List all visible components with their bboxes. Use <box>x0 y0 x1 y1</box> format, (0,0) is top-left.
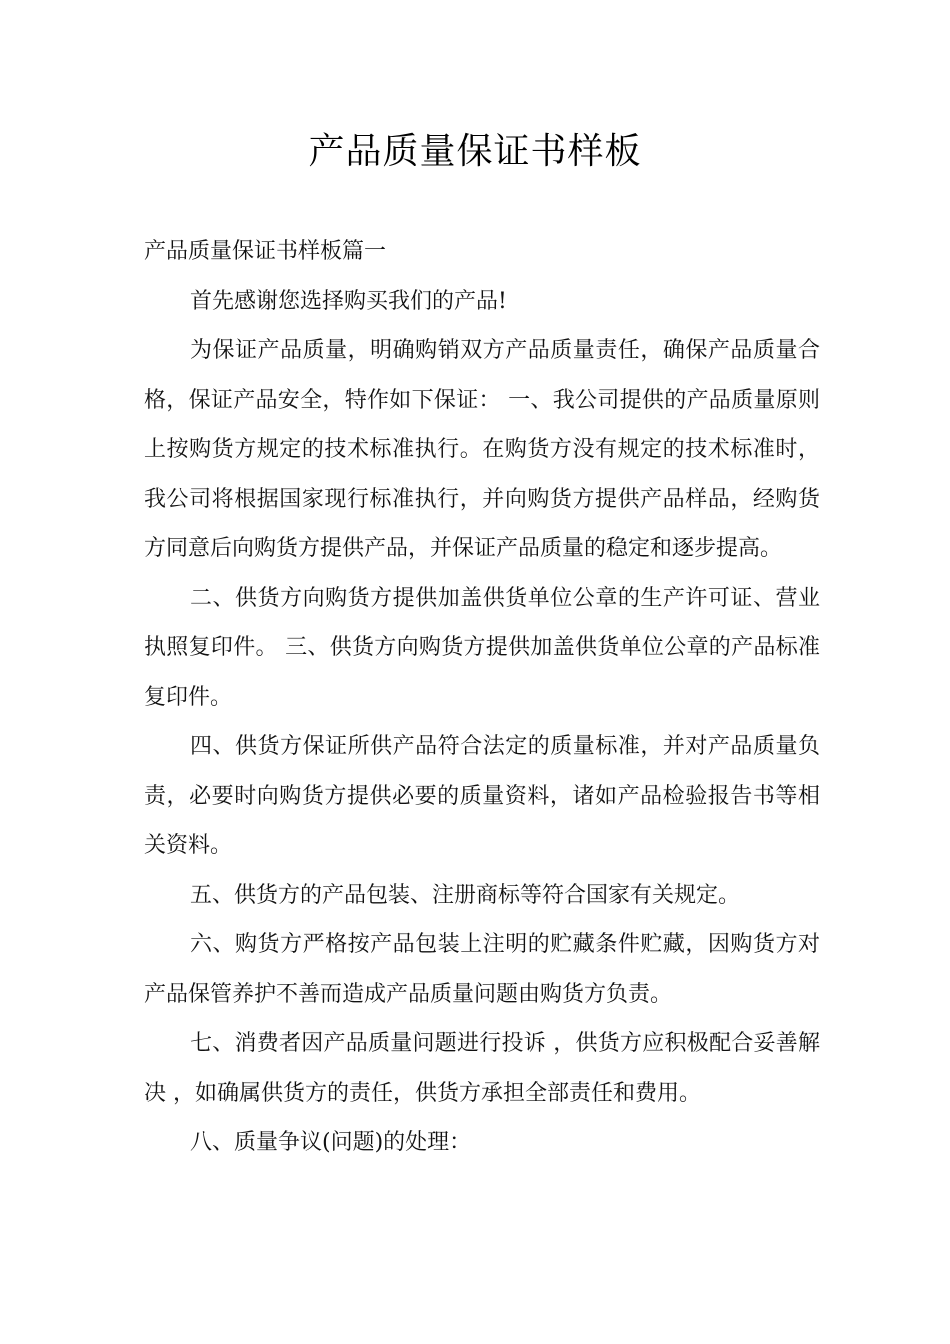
paragraph-clause-2-3: 二、供货方向购货方提供加盖供货单位公章的生产许可证、营业执照复印件。 三、供货方向购货方提供加盖供货单位公章的产品标准复印件。 <box>144 585 820 710</box>
document-title: 产品质量保证书样板 <box>308 131 642 172</box>
document-body <box>144 227 820 1168</box>
paragraph-thanks: 首先感谢您选择购买我们的产品! <box>190 288 507 314</box>
paragraph-clause-7: 七、消费者因产品质量问题进行投诉 ，供货方应积极配合妥善解决 ，如确属供货方的责任，供货方承担全部责任和费用。 <box>144 1031 820 1106</box>
paragraph-clause-6: 六、购货方严格按产品包装上注明的贮藏条件贮藏，因购货方对产品保管养护不善而造成产品质量问题由购货方负责。 <box>144 932 820 1007</box>
paragraph-clause-4: 四、供货方保证所供产品符合法定的质量标准，并对产品质量负责，必要时向购货方提供必要的质量资料，诸如产品检验报告书等相关资料。 <box>144 734 820 858</box>
paragraph-clause-8: 八、质量争议(问题)的处理： <box>190 1130 472 1155</box>
paragraph-guarantee-intro: 为保证产品质量，明确购销双方产品质量责任，确保产品质量合格，保证产品安全，特作如下保证： 一、我公司提供的产品质量原则上按购货方规定的技术标准执行。在购货方没有规定的技术标准时，我公司将根据国家现行标准执行，并向购货方提供产品样品，经购货方同意后向购货方提供产品，并保证产品质量的稳定和逐步提高。 <box>144 338 820 561</box>
paragraph-clause-5: 五、供货方的产品包装、注册商标等符合国家有关规定。 <box>190 882 741 908</box>
section-heading: 产品质量保证书样板篇一 <box>144 239 387 264</box>
